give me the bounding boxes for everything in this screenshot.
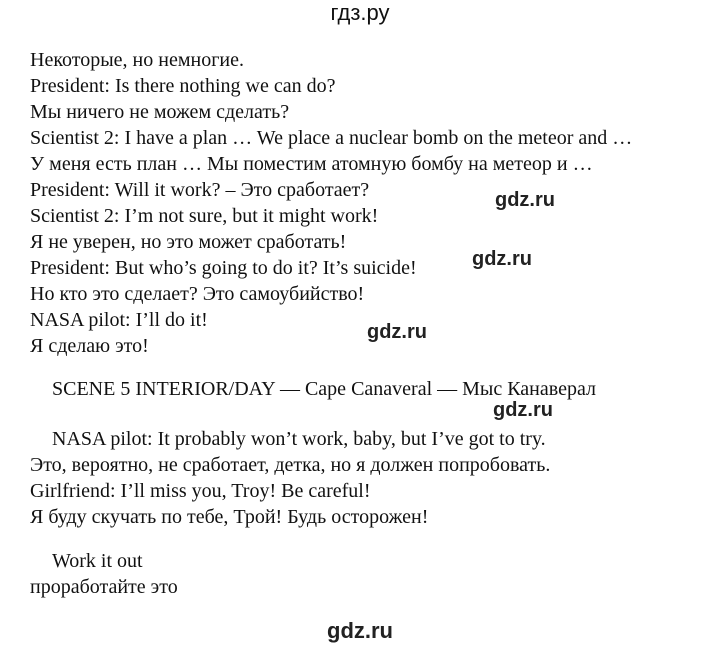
text-line: NASA pilot: I’ll do it! [30,309,208,331]
text-line: Я буду скучать по тебе, Трой! Будь осторожен! [30,506,429,528]
text-line: Scientist 2: I’m not sure, but it might work! [30,205,379,227]
text-line: Girlfriend: I’ll miss you, Troy! Be careful! [30,480,371,502]
footer-watermark: gdz.ru [327,618,393,643]
text-line: Некоторые, но немногие. [30,49,244,71]
section-heading: Work it out [52,550,143,572]
text-line: У меня есть план … Мы поместим атомную бомбу на метеор и … [30,153,593,175]
watermark: gdz.ru [493,399,553,421]
text-line: President: Is there nothing we can do? [30,75,336,97]
text-line: NASA pilot: It probably won’t work, baby, but I’ve got to try. [52,428,546,450]
text-line: проработайте это [30,576,178,598]
watermark: gdz.ru [472,248,532,270]
watermark: gdz.ru [367,321,427,343]
scene-heading: SCENE 5 INTERIOR/DAY — Cape Canaveral — Мыс Канаверал [52,378,596,400]
text-line: Я не уверен, но это может сработать! [30,231,347,253]
text-line: Мы ничего не можем сделать? [30,101,290,123]
site-header: гдз.ру [330,0,390,25]
text-line: Это, вероятно, не сработает, детка, но я должен попробовать. [30,454,551,476]
text-line: President: Will it work? – Это сработает? [30,179,370,201]
text-line: Но кто это сделает? Это самоубийство! [30,283,365,305]
text-line: Я сделаю это! [30,335,149,357]
watermark: gdz.ru [495,189,555,211]
text-line: Scientist 2: I have a plan … We place a nuclear bomb on the meteor and … [30,127,633,149]
text-line: President: But who’s going to do it? It’s suicide! [30,257,417,279]
